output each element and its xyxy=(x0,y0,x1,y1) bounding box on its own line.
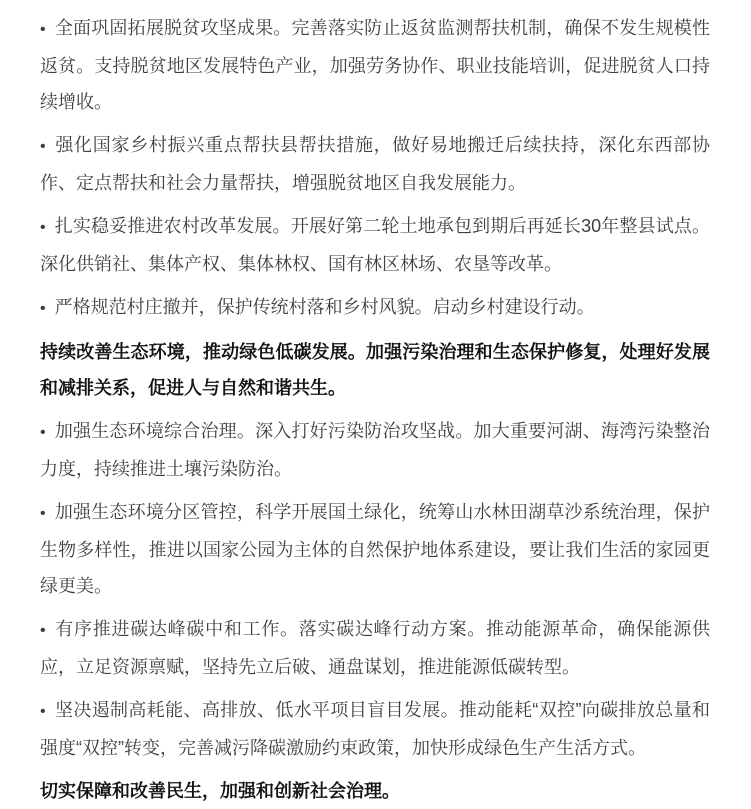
bullet-icon: • xyxy=(40,622,46,639)
paragraph-text: 持续改善生态环境，推动绿色低碳发展。加强污染治理和生态保护修复，处理好发展和减排关系，促进人与自然和谐共生。 xyxy=(40,342,710,398)
bullet-paragraph xyxy=(40,494,710,604)
bullet-icon: • xyxy=(40,300,46,317)
paragraph-text: 扎实稳妥推进农村改革发展。开展好第二轮土地承包到期后再延长30年整县试点。深化供销社、集体产权、集体林权、国有林区林场、农垦等改革。 xyxy=(40,216,710,274)
bullet-icon: • xyxy=(40,703,46,720)
paragraph-text: 有序推进碳达峰碳中和工作。落实碳达峰行动方案。推动能源革命，确保能源供应，立足资源禀赋，坚持先立后破、通盘谋划，推进能源低碳转型。 xyxy=(40,619,710,677)
bullet-paragraph xyxy=(40,127,710,201)
paragraph-text: 加强生态环境分区管控，科学开展国土绿化，统筹山水林田湖草沙系统治理，保护生物多样性，推进以国家公园为主体的自然保护地体系建设，要让我们生活的家园更绿更美。 xyxy=(40,502,710,596)
bullet-icon: • xyxy=(40,138,46,155)
bullet-paragraph xyxy=(40,289,710,327)
section-heading xyxy=(40,773,710,809)
bullet-icon: • xyxy=(40,424,46,441)
paragraph-text: 坚决遏制高耗能、高排放、低水平项目盲目发展。推动能耗“双控”向碳排放总量和强度“双控”转变，完善减污降碳激励约束政策，加快形成绿色生产生活方式。 xyxy=(40,700,710,758)
bullet-icon: • xyxy=(40,505,46,522)
bullet-paragraph xyxy=(40,692,710,766)
bullet-paragraph xyxy=(40,10,710,120)
paragraph-text: 加强生态环境综合治理。深入打好污染防治攻坚战。加大重要河湖、海湾污染整治力度，持续推进土壤污染防治。 xyxy=(40,421,710,479)
bullet-paragraph xyxy=(40,208,710,282)
paragraph-text: 强化国家乡村振兴重点帮扶县帮扶措施，做好易地搬迁后续扶持，深化东西部协作、定点帮扶和社会力量帮扶，增强脱贫地区自我发展能力。 xyxy=(40,135,710,193)
bullet-icon: • xyxy=(40,219,46,236)
section-heading xyxy=(40,334,710,406)
paragraph-text: 切实保障和改善民生，加强和创新社会治理。 xyxy=(40,781,400,801)
bullet-icon: • xyxy=(40,21,46,38)
bullet-paragraph xyxy=(40,611,710,685)
bullet-paragraph xyxy=(40,413,710,487)
paragraph-text: 严格规范村庄撤并，保护传统村落和乡村风貌。启动乡村建设行动。 xyxy=(54,297,595,317)
paragraph-text: 全面巩固拓展脱贫攻坚成果。完善落实防止返贫监测帮扶机制，确保不发生规模性返贫。支持脱贫地区发展特色产业，加强劳务协作、职业技能培训，促进脱贫人口持续增收。 xyxy=(40,18,710,112)
